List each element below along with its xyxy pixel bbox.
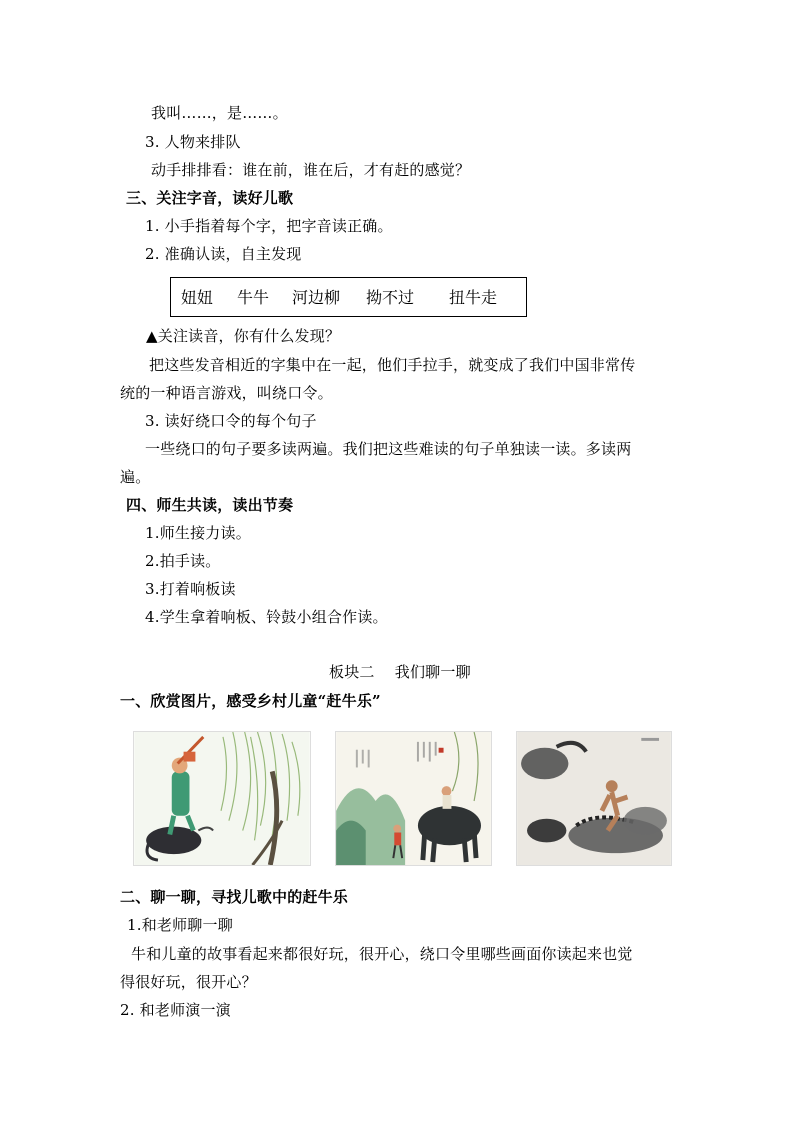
list-item: 4.学生拿着响板、铃鼓小组合作读。 [145, 608, 388, 626]
tongue-twister-box [170, 277, 527, 317]
list-item: 3. 读好绕口令的每个句子 [145, 412, 317, 430]
section-heading: 三、关注字音，读好儿歌 [126, 189, 294, 207]
note-text: 关注读音，你有什么发现？ [157, 327, 341, 345]
image-ink-buffalo [516, 731, 672, 866]
list-item: 3. 人物来排队 [145, 133, 241, 151]
section-heading: 四、师生共读，读出节奏 [126, 496, 294, 514]
section-heading: 一、欣赏图片，感受乡村儿童“赶牛乐” [120, 692, 381, 710]
paragraph-line: 一些绕口的句子要多读两遍。我们把这些难读的句子单独读一读。多读两 [145, 440, 632, 458]
paragraph-line: 遍。 [120, 468, 151, 486]
list-item: 2. 和老师演一演 [120, 1001, 231, 1019]
box-word: 拗不过 [366, 288, 415, 307]
list-item: 1.师生接力读。 [145, 524, 251, 542]
paragraph-line: 得很好玩，很开心？ [120, 973, 257, 991]
box-word: 妞妞 [181, 288, 214, 307]
text-line: 我叫……，是……。 [151, 104, 288, 122]
image-willow-boy-buffalo [133, 731, 311, 866]
list-item: 2. 准确认读，自主发现 [145, 245, 302, 263]
painting-landscape-icon [336, 732, 491, 865]
triangle-icon: ▲ [146, 327, 158, 345]
note-line [146, 326, 340, 346]
section-title: 板块二 我们聊一聊 [329, 663, 471, 681]
list-item: 2.拍手读。 [145, 552, 221, 570]
list-item: 1. 小手指着每个字，把字音读正确。 [145, 217, 393, 235]
paragraph-line: 把这些发音相近的字集中在一起，他们手拉手，就变成了我们中国非常传 [149, 356, 636, 374]
box-word: 扭牛走 [449, 288, 498, 307]
box-word: 牛牛 [237, 288, 270, 307]
image-children-buffaloes [335, 731, 492, 866]
painting-willow-icon [134, 732, 310, 865]
painting-ink-icon [517, 732, 671, 865]
section-heading: 二、聊一聊，寻找儿歌中的赶牛乐 [120, 888, 349, 906]
list-item: 3.打着响板读 [145, 580, 236, 598]
paragraph-line: 牛和儿童的故事看起来都很好玩，很开心，绕口令里哪些画面你读起来也觉 [131, 945, 633, 963]
list-item: 1.和老师聊一聊 [127, 916, 233, 934]
text-line: 动手排排看：谁在前，谁在后，才有赶的感觉？ [151, 161, 471, 179]
box-word: 河边柳 [292, 288, 341, 307]
paragraph-line: 统的一种语言游戏，叫绕口令。 [120, 384, 333, 402]
